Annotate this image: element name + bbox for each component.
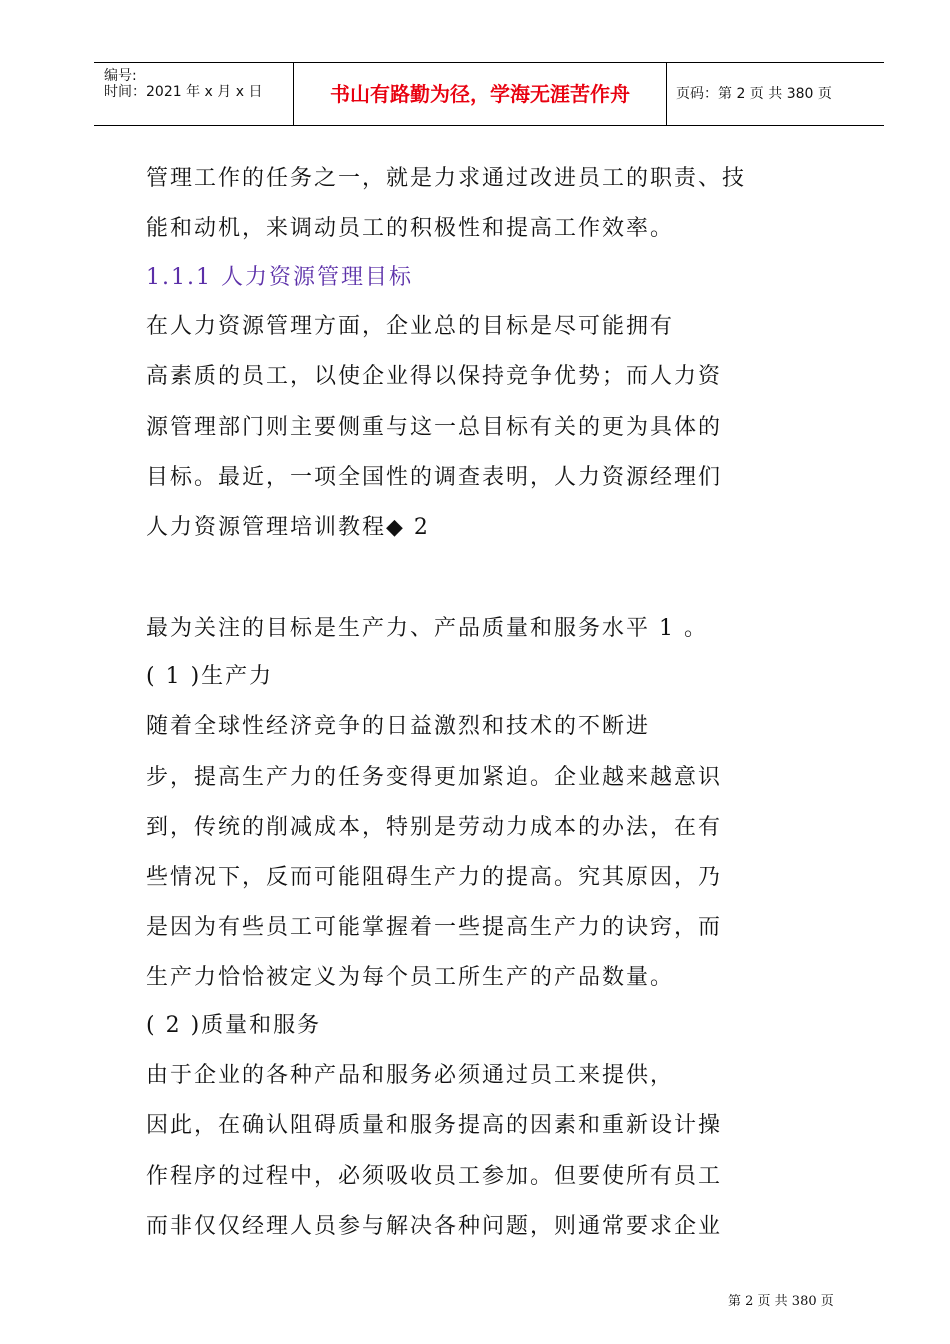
body-line: 生产力恰恰被定义为每个员工所生产的产品数量。 (146, 965, 675, 990)
body-line: 源管理部门则主要侧重与这一总目标有关的更为具体的 (146, 415, 723, 440)
body-line: 高素质的员工，以使企业得以保持竞争优势；而人力资 (146, 364, 723, 389)
section-heading: 1.1.1 人力资源管理目标 (146, 265, 413, 290)
body-line: 随着全球性经济竞争的日益激烈和技术的不断进 (146, 714, 651, 739)
subsection-heading: ( 1 )生产力 (146, 664, 274, 689)
document-date-label: 时间：2021 年 x 月 x 日 (104, 84, 263, 100)
body-line: 因此，在确认阻碍质量和服务提高的因素和重新设计操 (146, 1113, 723, 1138)
body-line: 步，提高生产力的任务变得更加紧迫。企业越来越意识 (146, 765, 723, 790)
body-line: 由于企业的各种产品和服务必须通过员工来提供， (146, 1063, 675, 1088)
body-line: 到，传统的削减成本，特别是劳动力成本的办法，在有 (146, 815, 723, 840)
body-line: 最为关注的目标是生产力、产品质量和服务水平 1 。 (146, 616, 708, 641)
body-line: 管理工作的任务之一，就是力求通过改进员工的职责、技 (146, 166, 747, 191)
header-page-number: 页码：第 2 页 共 380 页 (676, 86, 832, 102)
body-line: 作程序的过程中，必须吸收员工参加。但要使所有员工 (146, 1164, 723, 1189)
document-number-label: 编号: (104, 68, 137, 84)
page-footer: 第 2 页 共 380 页 (728, 1294, 834, 1309)
body-line: 在人力资源管理方面，企业总的目标是尽可能拥有 (146, 314, 675, 339)
subsection-heading: ( 2 )质量和服务 (146, 1013, 322, 1038)
body-line: 些情况下，反而可能阻碍生产力的提高。究其原因，乃 (146, 865, 723, 890)
body-line: 目标。最近，一项全国性的调查表明，人力资源经理们 (146, 465, 723, 490)
body-line: 是因为有些员工可能掌握着一些提高生产力的诀窍，而 (146, 915, 723, 940)
page-header (94, 62, 884, 126)
body-line: 而非仅仅经理人员参与解决各种问题，则通常要求企业 (146, 1214, 723, 1239)
header-meta (94, 63, 294, 125)
running-title: 人力资源管理培训教程◆ 2 (146, 515, 430, 540)
header-motto: 书山有路勤为径，学海无涯苦作舟 (294, 63, 667, 125)
body-line: 能和动机，来调动员工的积极性和提高工作效率。 (146, 216, 675, 241)
